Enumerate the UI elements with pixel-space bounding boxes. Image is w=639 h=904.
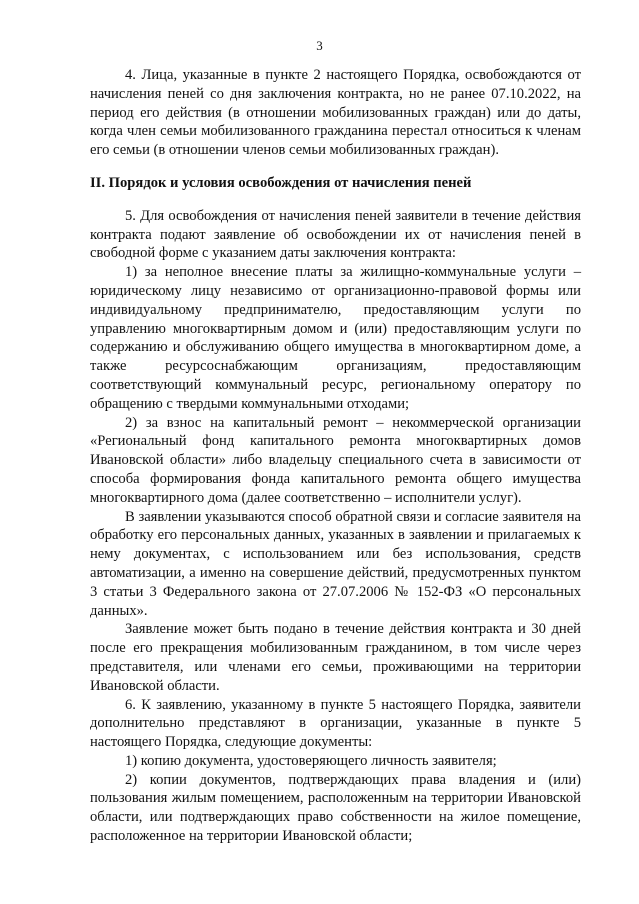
paragraph-submission-term: Заявление может быть подано в течение действия контракта и 30 дней после его прекращения мобилизованным гражданином, в том числе через представителя, или членами его семьи, проживающими на территории Ивановской области.: [90, 621, 581, 694]
paragraph-item-5: 5. Для освобождения от начисления пеней заявители в течение действия контракта подают заявление об освобождении их от начисления пеней в свободной форме с указанием даты заключения контракта:: [90, 207, 581, 262]
section-heading: II. Порядок и условия освобождения от начисления пеней: [90, 174, 472, 191]
paragraph-subitem-5-1: 1) за неполное внесение платы за жилищно-коммунальные услуги – юридическому лицу независимо от организационно-правовой формы или индивидуальному предпринимателю, предоставляющим услуги по управлению многоквартирным домом и (или) предоставляющим услуги по содержанию и обслуживанию общего имущества в многоквартирном доме, а также ресурсоснабжающим организациям, предоставляющим соответствующий коммунальный ресурс, региональному оператору по обращению с твердыми коммунальными отходами;: [90, 264, 581, 412]
spacer: [90, 193, 581, 207]
paragraph-item-6: 6. К заявлению, указанному в пункте 5 настоящего Порядка, заявители дополнительно представляют в организации, указанные в пункте 5 настоящего Порядка, следующие документы:: [90, 696, 581, 751]
paragraph-consent: В заявлении указываются способ обратной связи и согласие заявителя на обработку его персональных данных, указанных в заявлении и прилагаемых к нему документах, с использованием или без использования, средств автоматизации, а именно на совершение действий, предусмотренных пунктом 3 статьи 3 Федерального закона от 27.07.2006 № 152-ФЗ «О персональных данных».: [90, 508, 581, 619]
paragraph-item-4: 4. Лица, указанные в пункте 2 настоящего Порядка, освобождаются от начисления пеней со дня заключения контракта, но не ранее 07.10.2022, на период его действия (в отношении мобилизованных граждан) или до даты, когда член семьи мобилизованного гражданина перестал относиться к членам его семьи (в отношении членов семьи мобилизованных граждан).: [90, 67, 581, 159]
paragraph-subitem-6-2: 2) копии документов, подтверждающих права владения и (или) пользования жилым помещением, расположенным на территории Ивановской области, или подтверждающих право собственности на жилое помещение, расположенное на территории Ивановской области;: [90, 771, 581, 845]
paragraph-subitem-6-1: 1) копию документа, удостоверяющего личность заявителя;: [125, 752, 497, 769]
paragraph-subitem-5-2: 2) за взнос на капитальный ремонт – некоммерческой организации «Региональный фонд капитального ремонта многоквартирных домов Ивановской области» либо владельцу специального счета в зависимости от способа формирования фонда капитального ремонта общего имущества многоквартирного дома (далее соответственно – исполнители услуг).: [90, 414, 581, 506]
spacer: [90, 160, 581, 174]
document-body: [90, 66, 581, 846]
page-number: 3: [316, 38, 323, 53]
